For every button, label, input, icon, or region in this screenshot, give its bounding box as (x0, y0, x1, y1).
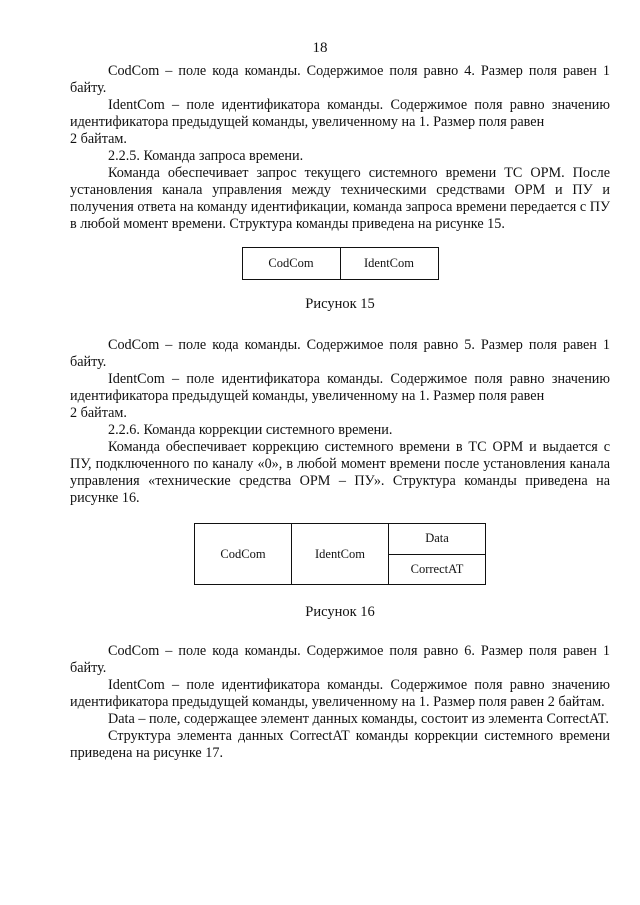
section-2-2-6-body: Команда обеспечивает коррекцию системного времени в ТС ОРМ и выдается с ПУ, подключенного по каналу «0», в любой момент времени после установления канала управления «технические средства ОРМ – ПУ». Структура команды приведена на рисунке 16. (70, 439, 610, 506)
codcom-description-3: CodCom – поле кода команды. Содержимое поля равно 6. Размер поля равен 1 байту. (70, 643, 610, 676)
figure-15-codcom-cell: CodCom (242, 248, 340, 280)
correctat-structure-reference: Структура элемента данных CorrectAT команды коррекции системного времени приведена на рисунке 17. (70, 728, 610, 761)
figure-16 (70, 523, 610, 585)
codcom-description-2: CodCom – поле кода команды. Содержимое поля равно 5. Размер поля равен 1 байту. (70, 337, 610, 370)
figure-15-identcom-cell: IdentCom (340, 248, 438, 280)
identcom-size-2: 2 байтам. (70, 405, 127, 421)
figure-16-data-cell: Data (389, 524, 486, 555)
figure-15 (70, 247, 610, 280)
identcom-size-1: 2 байтам. (70, 131, 127, 147)
identcom-description-2: IdentCom – поле идентификатора команды. Содержимое поля равно значению идентификатора предыдущей команды, увеличенному на 1. Размер поля равен (70, 371, 610, 404)
codcom-description-1: CodCom – поле кода команды. Содержимое поля равно 4. Размер поля равен 1 байту. (70, 63, 610, 96)
figure-16-codcom-cell: CodCom (195, 524, 292, 585)
document-body (70, 63, 610, 762)
identcom-description-3: IdentCom – поле идентификатора команды. Содержимое поля равно значению идентификатора предыдущей команды, увеличенному на 1. Размер поля равен 2 байтам. (70, 677, 610, 710)
figure-15-structure-table (242, 247, 439, 280)
page-number: 18 (312, 40, 328, 56)
figure-16-correctat-cell: CorrectAT (389, 554, 486, 585)
figure-16-structure-table (194, 523, 486, 585)
figure-15-caption: Рисунок 15 (305, 296, 375, 312)
section-2-2-6-heading: 2.2.6. Команда коррекции системного времени. (108, 422, 393, 438)
data-field-description: Data – поле, содержащее элемент данных команды, состоит из элемента CorrectAT. (108, 711, 609, 727)
identcom-description-1: IdentCom – поле идентификатора команды. Содержимое поля равно значению идентификатора предыдущей команды, увеличенному на 1. Размер поля равен (70, 97, 610, 130)
figure-16-identcom-cell: IdentCom (292, 524, 389, 585)
figure-16-caption: Рисунок 16 (305, 604, 375, 620)
section-2-2-5-body: Команда обеспечивает запрос текущего системного времени ТС ОРМ. После установления канала управления между техническими средствами ОРМ и ПУ и получения ответа на команду идентификации, команда запроса времени передается с ПУ в любой момент времени. Структура команды приведена на рисунке 15. (70, 165, 610, 232)
section-2-2-5-heading: 2.2.5. Команда запроса времени. (108, 148, 304, 164)
